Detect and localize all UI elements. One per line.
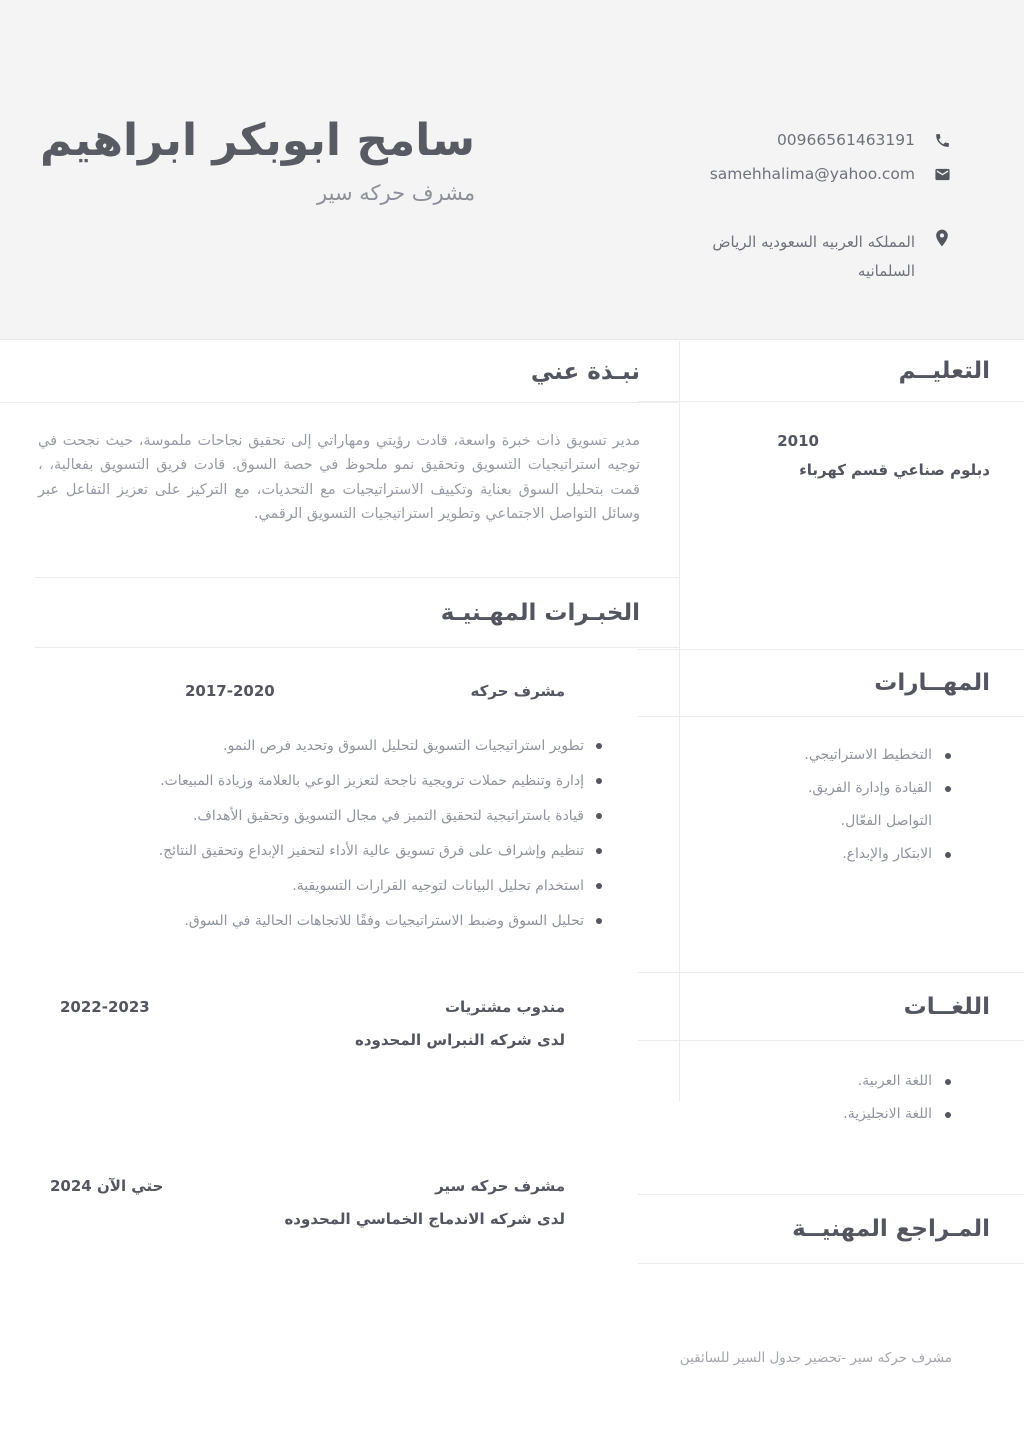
footer-note: مشرف حركه سير -تحضير جدول السير للسائقين (679, 1350, 952, 1366)
experience-bullet: قيادة باستراتيجية لتحقيق التميز في مجال التسويق وتحقيق الأهداف. (30, 806, 603, 827)
experience-section-header (0, 578, 680, 647)
languages-body (680, 1041, 1024, 1194)
header (0, 0, 1024, 340)
experience-section-title: الخبـرات المهـنيـة (440, 599, 640, 626)
skill-item: التواصل الفعّال. (840, 813, 932, 829)
experience-role: مشرف حركه سير (435, 1177, 565, 1195)
languages-section-header (680, 973, 1024, 1040)
experience-company: لدى شركه النبراس المحدوده (355, 1031, 565, 1049)
divider (638, 972, 1024, 973)
skills-list (680, 747, 1024, 862)
language-item: اللغة العربية. (700, 1073, 952, 1089)
divider (638, 649, 1024, 650)
name-block (0, 0, 680, 339)
contact-block (680, 0, 1024, 339)
education-degree: دبلوم صناعي قسم كهرباء (799, 461, 990, 479)
about-text: مدير تسويق ذات خبرة واسعة، قادت رؤيتي ومهاراتي إلى تحقيق نجاحات ملموسة، حيث نجحت في توجيه استراتيجيات التسويق وتحقيق نمو ملحوظ في حصة السوق. قادت فريق التسويق بفعالية، ، قمت بتحليل السوق بعناية وتكييف الاستراتيجيات مع التحديات، مع التركيز على تعزيز التفاعل عبر وسائل التواصل الاجتماعي وتطوير استراتيجيات التسويق الرقمي. (38, 433, 640, 523)
experience-bullet-list (0, 736, 680, 932)
experience-period: 2017-2020 (185, 682, 275, 700)
experience-bullet: استخدام تحليل البيانات لتوجيه القرارات التسويقية. (30, 876, 603, 897)
experience-role: مشرف حركه (470, 682, 565, 700)
experience-bullet: تحليل السوق وضبط الاستراتيجيات وفقًا للاتجاهات الحالية في السوق. (30, 911, 603, 932)
contact-email-row (680, 164, 952, 184)
location-text: المملكه العربيه السعوديه الرياض السلمانيه (712, 233, 915, 281)
about-section-body (0, 403, 680, 577)
skill-item: الابتكار والإبداع. (700, 846, 952, 862)
divider (638, 1263, 1024, 1264)
experience-bullet: تنظيم وإشراف على فرق تسويق عالية الأداء لتحفيز الإبداع وتحقيق النتائج. (30, 841, 603, 862)
email-address: samehhalima@yahoo.com (709, 165, 915, 183)
divider (638, 401, 1024, 402)
education-section-title: التعليــم (898, 358, 990, 384)
references-section-header (680, 1195, 1024, 1263)
envelope-icon (932, 164, 952, 184)
experience-role: مندوب مشتريات (444, 998, 565, 1016)
divider (638, 716, 1024, 717)
education-year: 2010 (777, 432, 819, 450)
phone-number: 00966561463191 (776, 131, 915, 149)
experience-entry-header (0, 1177, 680, 1195)
references-section-title: المـراجع المهنيــة (792, 1216, 990, 1242)
phone-icon (932, 130, 952, 150)
about-section-title: نبـذة عني (530, 358, 640, 385)
experience-bullet: إدارة وتنظيم حملات ترويجية ناجحة لتعزيز الوعي بالعلامة وزيادة المبيعات. (30, 771, 603, 792)
location-pin-icon (932, 228, 952, 248)
experience-entry-header (0, 682, 680, 700)
language-item: اللغة الانجليزية. (700, 1106, 952, 1122)
experience-period: حتي الآن 2024 (50, 1177, 164, 1195)
experience-period: 2022-2023 (60, 998, 150, 1016)
divider (638, 1040, 1024, 1041)
education-section-header (680, 341, 1024, 401)
sidebar-column (680, 341, 1024, 1264)
experience-bullet: تطوير استراتيجيات التسويق لتحليل السوق وتحديد فرص النمو. (30, 736, 603, 757)
skill-item: القيادة وإدارة الفريق. (700, 780, 952, 796)
skills-section-header (680, 650, 1024, 716)
about-section-header (0, 341, 680, 403)
divider (35, 647, 680, 648)
skills-section-title: المهــارات (874, 670, 990, 696)
languages-list (680, 1073, 1024, 1122)
main-column (0, 341, 680, 1228)
education-body (680, 402, 1024, 649)
person-job-title: مشرف حركه سير (317, 181, 476, 206)
person-name: سامح ابوبكر ابراهيم (40, 115, 476, 166)
skill-item: التخطيط الاستراتيجي. (700, 747, 952, 763)
divider (638, 1194, 1024, 1195)
contact-location-row (680, 228, 952, 287)
experience-company: لدى شركه الاندماج الخماسي المحدوده (284, 1210, 565, 1228)
skills-body (680, 717, 1024, 972)
languages-section-title: اللغــات (903, 993, 990, 1020)
experience-entry-header (0, 998, 680, 1016)
contact-phone-row (680, 130, 952, 150)
